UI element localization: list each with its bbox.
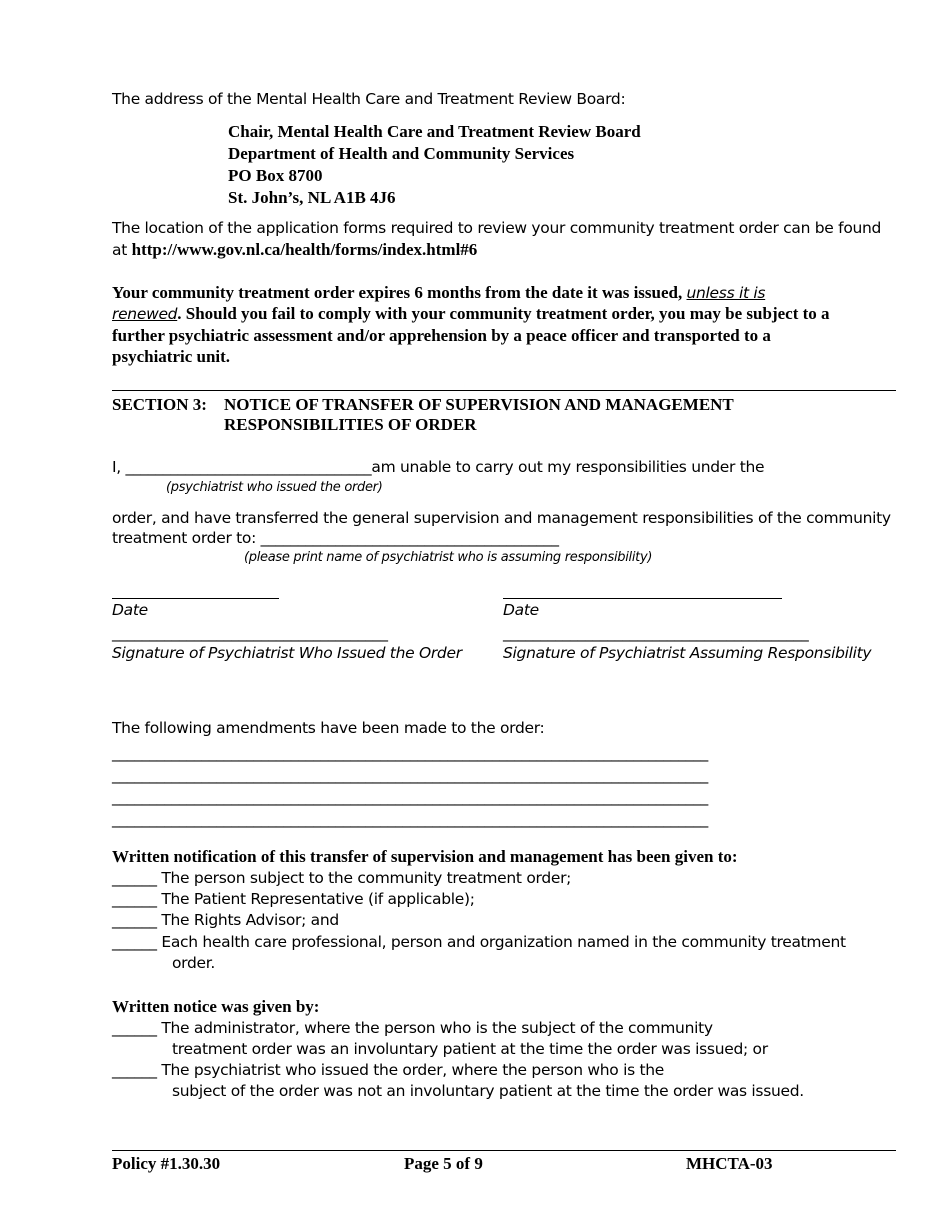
section3-title-1: NOTICE OF TRANSFER OF SUPERVISION AND MANAGEMENT <box>224 395 734 414</box>
amendment-line-1[interactable]: ________________________________________________________________________________ <box>112 744 709 762</box>
footer-policy: Policy #1.30.30 <box>112 1154 221 1173</box>
notice-by-text-2: The psychiatrist who issued the order, where the person who is the <box>161 1061 665 1079</box>
notification-item-3 <box>112 911 339 929</box>
notification-blank-4[interactable]: ______ <box>112 933 157 951</box>
date-left-label: Date <box>112 601 148 619</box>
notification-item-2 <box>112 890 475 908</box>
amendment-line-3[interactable]: ________________________________________________________________________________ <box>112 788 709 806</box>
signature-right-label: Signature of Psychiatrist Assuming Responsibility <box>503 644 872 662</box>
notification-heading: Written notification of this transfer of supervision and management has been given to: <box>112 847 738 866</box>
signature-right-line[interactable]: _________________________________________ <box>503 624 809 642</box>
amendment-line-2[interactable]: ________________________________________________________________________________ <box>112 766 709 784</box>
expiry-bold-1: Your community treatment order expires 6 months from the date it was issued, <box>112 283 687 302</box>
notification-blank-2[interactable]: ______ <box>112 890 157 908</box>
assume-hint: (please print name of psychiatrist who is assuming responsibility) <box>244 550 653 565</box>
section-divider <box>112 390 896 391</box>
address-line-3: PO Box 8700 <box>228 166 323 185</box>
date-right-label: Date <box>503 601 539 619</box>
notice-by-blank-2[interactable]: ______ <box>112 1061 157 1079</box>
signature-left-label: Signature of Psychiatrist Who Issued the Order <box>112 644 462 662</box>
date-right-line[interactable] <box>503 598 782 599</box>
expiry-line-1 <box>112 283 765 303</box>
notification-item-4-cont: order. <box>172 954 216 972</box>
notification-text-1: The person subject to the community treatment order; <box>161 869 572 887</box>
notice-by-item-1 <box>112 1019 713 1037</box>
date-left-line[interactable] <box>112 598 279 599</box>
notification-text-3: The Rights Advisor; and <box>161 911 339 929</box>
expiry-line-4: psychiatric unit. <box>112 347 231 366</box>
signature-left-line[interactable]: _____________________________________ <box>112 624 388 642</box>
notification-blank-1[interactable]: ______ <box>112 869 157 887</box>
psychiatrist-blank[interactable]: I, _________________________________ <box>112 458 372 476</box>
expiry-bold-2: . Should you fail to comply with your community treatment order, you may be subject to a <box>177 304 830 323</box>
notice-by-heading: Written notice was given by: <box>112 997 320 1016</box>
forms-at: at <box>112 241 132 259</box>
notice-by-blank-1[interactable]: ______ <box>112 1019 157 1037</box>
notice-by-item-2-cont: subject of the order was not an involuntary patient at the time the order was issued. <box>172 1082 804 1100</box>
assumed-psychiatrist-blank[interactable]: treatment order to: ________________________________________ <box>112 529 559 547</box>
forms-url-line <box>112 240 477 260</box>
expiry-line-3: further psychiatric assessment and/or apprehension by a peace officer and transported to a <box>112 326 771 345</box>
address-line-4: St. John’s, NL A1B 4J6 <box>228 188 396 207</box>
address-intro: The address of the Mental Health Care and Treatment Review Board: <box>112 90 626 108</box>
address-line-2: Department of Health and Community Services <box>228 144 575 163</box>
section3-label: SECTION 3: <box>112 395 207 414</box>
notification-text-4: Each health care professional, person and organization named in the community treatment <box>161 933 846 951</box>
amendments-intro: The following amendments have been made to the order: <box>112 719 545 737</box>
notice-by-item-2 <box>112 1061 664 1079</box>
footer-form-code: MHCTA-03 <box>686 1154 773 1173</box>
amendment-line-4[interactable]: ________________________________________________________________________________ <box>112 810 709 828</box>
psychiatrist-hint: (psychiatrist who issued the order) <box>166 480 383 495</box>
notification-text-2: The Patient Representative (if applicable); <box>161 890 475 908</box>
footer-page-number: Page 5 of 9 <box>404 1154 483 1173</box>
forms-location-line: The location of the application forms required to review your community treatment order can be found <box>112 219 882 237</box>
address-line-1: Chair, Mental Health Care and Treatment Review Board <box>228 122 641 141</box>
notice-by-text-1: The administrator, where the person who is the subject of the community <box>161 1019 713 1037</box>
forms-url-link[interactable]: http://www.gov.nl.ca/health/forms/index.html#6 <box>131 240 478 259</box>
expiry-line-2 <box>112 304 830 324</box>
notice-by-item-1-cont: treatment order was an involuntary patient at the time the order was issued; or <box>172 1040 768 1058</box>
notification-item-4 <box>112 933 846 951</box>
expiry-italic-1: unless it is <box>686 284 766 302</box>
section3-title-2: RESPONSIBILITIES OF ORDER <box>224 415 477 434</box>
notification-item-1 <box>112 869 571 887</box>
transfer-line-1 <box>112 458 764 476</box>
expiry-italic-2: renewed <box>112 305 178 323</box>
transfer-suffix: am unable to carry out my responsibilities under the <box>371 458 765 476</box>
transfer-line-2: order, and have transferred the general supervision and management responsibilities of the community <box>112 509 891 527</box>
notification-blank-3[interactable]: ______ <box>112 911 157 929</box>
footer-divider <box>112 1150 896 1151</box>
